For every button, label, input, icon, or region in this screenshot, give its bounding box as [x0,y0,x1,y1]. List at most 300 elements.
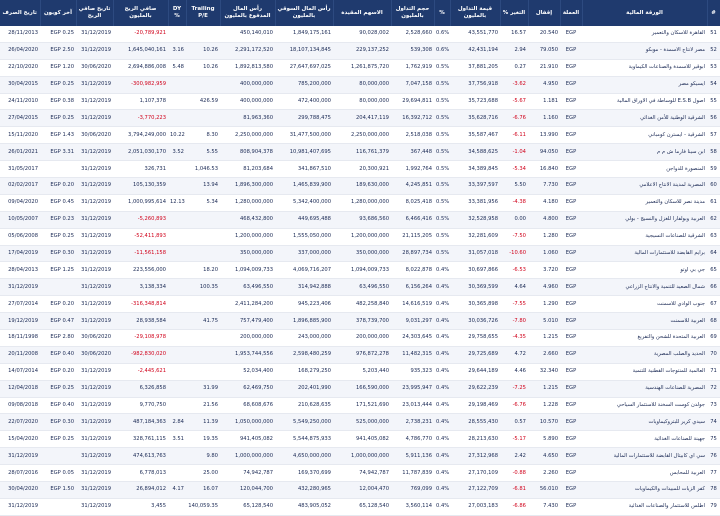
trade-value: 37,881,205 [450,59,500,76]
last-coupon: EGP 0.25 [40,380,76,397]
listed-shares: 204,417,119 [333,110,391,127]
trade-value: 31,057,018 [450,245,500,262]
table-row[interactable] [0,178,720,195]
trade-value: 30,369,599 [450,279,500,296]
market-cap: 243,000,000 [275,330,333,347]
close-price: 7.730 [528,178,560,195]
trade-value: 29,758,655 [450,330,500,347]
ex-date: 02/02/2017 [0,178,40,195]
security-name[interactable]: اطلس للاستثمار والصناعات الغذائية [582,498,707,515]
ex-date: 28/04/2013 [0,262,40,279]
market-cap: 1,555,050,000 [275,228,333,245]
trade-pct: 0.4% [434,346,450,363]
last-coupon: EGP 0.30 [40,245,76,262]
col-index-header[interactable]: # [707,0,720,26]
col-change-pct-header[interactable]: التغير % [500,0,528,26]
dividend-yield [168,448,186,465]
row-index: 76 [707,448,720,465]
trade-volume: 4,245,851 [391,178,434,195]
dividend-yield [168,93,186,110]
col-trade-value-header[interactable]: قيمة التداول بالمليون [450,0,500,26]
dividend-yield [168,76,186,93]
profit-date: 31/12/2019 [76,279,113,296]
paid-capital: 808,904,378 [220,144,275,161]
last-coupon [40,279,76,296]
table-row[interactable] [0,414,720,431]
trade-value: 30,697,866 [450,262,500,279]
table-row[interactable] [0,262,720,279]
listed-shares: 200,000,000 [333,330,391,347]
table-row[interactable] [0,498,720,515]
close-price: 1.290 [528,296,560,313]
paid-capital: 1,050,000,000 [220,414,275,431]
last-coupon: EGP 0.20 [40,363,76,380]
row-index: 69 [707,330,720,347]
trade-volume: 11,787,839 [391,465,434,482]
trade-pct: 0.4% [434,380,450,397]
change-pct: -6.86 [500,498,528,515]
pe-ratio: 31.99 [186,380,220,397]
ex-date: 09/08/2018 [0,397,40,414]
last-coupon: EGP 0.45 [40,194,76,211]
trade-pct: 0.5% [434,211,450,228]
col-listed-shares-header[interactable]: الاسهم المقيدة [333,0,391,26]
col-dy-header[interactable]: DY % [168,0,186,26]
close-price: 1.160 [528,110,560,127]
paid-capital: 62,469,750 [220,380,275,397]
listed-shares: 93,686,560 [333,211,391,228]
col-pct-header[interactable]: % [434,0,450,26]
security-name[interactable]: الشرقية - ايسترن كومباني [582,127,707,144]
trade-value: 28,555,430 [450,414,500,431]
change-pct: 2.42 [500,448,528,465]
row-index: 54 [707,76,720,93]
security-name[interactable]: ابن سينا فارما ش م م [582,144,707,161]
security-name[interactable]: جولدن كوست السخنة للاستثمار السياحي [582,397,707,414]
net-profit: -3,770,223 [113,110,168,127]
col-paid-capital-header[interactable]: رأس المال المدفوع بالمليون [220,0,275,26]
security-name[interactable]: سيدي كرير للبتروكيماويات [582,414,707,431]
net-profit: -2,445,621 [113,363,168,380]
paid-capital: 1,953,744,556 [220,346,275,363]
col-currency-header[interactable]: العملة [560,0,582,26]
trade-volume: 5,911,136 [391,448,434,465]
close-price: 32.340 [528,363,560,380]
security-name[interactable]: العربية للمحابس [582,465,707,482]
paid-capital: 350,000,000 [220,245,275,262]
market-cap: 483,905,052 [275,498,333,515]
paid-capital: 757,479,400 [220,313,275,330]
market-cap: 1,465,839,900 [275,178,333,195]
security-name[interactable]: شمال الصعيد للتنمية والانتاج الزراعي [582,279,707,296]
security-name[interactable]: العربية المتحدة للشحن والتفريغ [582,330,707,347]
currency: EGP [560,498,582,515]
security-name[interactable]: المصرية لمدينة الانتاج الاعلامي [582,178,707,195]
currency: EGP [560,93,582,110]
trade-pct: 0.4% [434,465,450,482]
profit-date: 31/12/2019 [76,414,113,431]
security-name[interactable]: العربية للاسمنت [582,313,707,330]
last-coupon: EGP 3.31 [40,144,76,161]
net-profit: 2,051,030,170 [113,144,168,161]
net-profit: 3,455 [113,498,168,515]
security-name[interactable]: جي بي اوتو [582,262,707,279]
dividend-yield [168,330,186,347]
ex-date: 31/12/2019 [0,498,40,515]
table-row[interactable] [0,363,720,380]
trade-pct: 0.5% [434,178,450,195]
ex-date: 05/06/2008 [0,228,40,245]
dividend-yield [168,161,186,178]
trade-volume: 1,992,764 [391,161,434,178]
security-name[interactable]: الشرقية للصناعات النسيجية [582,228,707,245]
currency: EGP [560,363,582,380]
market-cap: 168,279,250 [275,363,333,380]
currency: EGP [560,397,582,414]
close-price: 20.540 [528,26,560,42]
trade-value: 33,397,597 [450,178,500,195]
profit-date: 30/06/2020 [76,346,113,363]
last-coupon: EGP 0.20 [40,296,76,313]
last-coupon [40,448,76,465]
currency: EGP [560,414,582,431]
pe-ratio: 426.59 [186,93,220,110]
profit-date: 31/12/2019 [76,498,113,515]
paid-capital: 81,963,360 [220,110,275,127]
profit-date: 30/06/2020 [76,59,113,76]
row-index: 78 [707,482,720,499]
last-coupon: EGP 0.20 [40,178,76,195]
ex-date: 19/12/2019 [0,313,40,330]
currency: EGP [560,161,582,178]
dividend-yield: 3.51 [168,431,186,448]
paid-capital: 68,608,676 [220,397,275,414]
table-row[interactable] [0,245,720,262]
trade-volume: 367,448 [391,144,434,161]
listed-shares: 80,000,000 [333,76,391,93]
trade-value: 27,122,709 [450,482,500,499]
last-coupon: EGP 2.80 [40,330,76,347]
market-cap: 299,788,475 [275,110,333,127]
listed-shares: 20,300,921 [333,161,391,178]
table-row[interactable] [0,59,720,76]
trade-pct: 0.4% [434,296,450,313]
market-cap: 31,477,500,000 [275,127,333,144]
market-cap: 169,370,699 [275,465,333,482]
change-pct: -7.80 [500,313,528,330]
table-row[interactable] [0,296,720,313]
net-profit: -982,830,020 [113,346,168,363]
listed-shares: 2,250,000,000 [333,127,391,144]
change-pct: -4.35 [500,330,528,347]
ex-date: 27/04/2015 [0,110,40,127]
row-index: 72 [707,380,720,397]
market-cap: 314,942,888 [275,279,333,296]
dividend-yield [168,178,186,195]
trade-pct: 0.5% [434,76,450,93]
security-name[interactable]: المنصورة للدواجن [582,161,707,178]
row-index: 58 [707,144,720,161]
row-index: 55 [707,93,720,110]
security-name[interactable]: الشرقية الوطنية للأمن الغذائي [582,110,707,127]
net-profit: 3,794,249,000 [113,127,168,144]
table-row[interactable] [0,93,720,110]
row-index: 70 [707,346,720,363]
change-pct: -7.55 [500,296,528,313]
table-row[interactable] [0,279,720,296]
col-ex-date-header[interactable]: تاريخ الصرف [0,0,40,26]
last-coupon: EGP 0.30 [40,414,76,431]
security-name[interactable]: ابوقير للاسمدة والصناعات الكيماوية [582,59,707,76]
pe-ratio [186,363,220,380]
net-profit: 328,761,115 [113,431,168,448]
trade-volume: 6,156,264 [391,279,434,296]
trade-volume: 2,518,038 [391,127,434,144]
trade-volume: 1,762,919 [391,59,434,76]
row-index: 73 [707,397,720,414]
paid-capital: 2,291,172,520 [220,42,275,59]
table-row[interactable] [0,161,720,178]
table-row[interactable] [0,313,720,330]
market-cap: 202,401,990 [275,380,333,397]
table-row[interactable] [0,380,720,397]
trade-pct: 0.5% [434,127,450,144]
trade-value: 30,365,898 [450,296,500,313]
trade-pct: 0.6% [434,26,450,42]
close-price: 7.430 [528,498,560,515]
security-name[interactable]: سي اي كابيتال القابضة للاستثمارات المالية [582,448,707,465]
listed-shares: 1,200,000,000 [333,228,391,245]
table-row[interactable] [0,211,720,228]
pe-ratio: 18.20 [186,262,220,279]
change-pct: -0.88 [500,465,528,482]
currency: EGP [560,42,582,59]
net-profit: 3,138,334 [113,279,168,296]
net-profit: 9,770,750 [113,397,168,414]
profit-date: 31/12/2019 [76,211,113,228]
col-net-profit-header[interactable]: صافي الربح بالمليون [113,0,168,26]
row-index: 77 [707,465,720,482]
col-last-coupon-header[interactable]: آخر كوبون [40,0,76,26]
market-cap: 5,342,400,000 [275,194,333,211]
trade-pct: 0.5% [434,245,450,262]
currency: EGP [560,448,582,465]
listed-shares: 482,258,840 [333,296,391,313]
trade-volume: 8,022,878 [391,262,434,279]
pe-ratio: 41.75 [186,313,220,330]
row-index: 66 [707,279,720,296]
table-row[interactable] [0,431,720,448]
dividend-yield [168,228,186,245]
last-coupon: EGP 1.20 [40,59,76,76]
header-row [0,0,720,26]
trade-volume: 539,308 [391,42,434,59]
trade-pct: 0.6% [434,42,450,59]
table-row[interactable] [0,482,720,499]
paid-capital: 468,432,800 [220,211,275,228]
trade-pct: 0.4% [434,482,450,499]
market-cap: 5,549,250,000 [275,414,333,431]
market-cap: 449,695,488 [275,211,333,228]
dividend-yield: 2.84 [168,414,186,431]
listed-shares: 74,942,787 [333,465,391,482]
profit-date: 31/12/2019 [76,194,113,211]
listed-shares: 1,261,875,720 [333,59,391,76]
security-name[interactable]: برايم القابضة للاستثمارات المالية [582,245,707,262]
market-cap: 4,650,000,000 [275,448,333,465]
trade-value: 37,756,918 [450,76,500,93]
security-name[interactable]: ايسيكو مصر [582,76,707,93]
security-name[interactable]: المصرية للصناعات الهندسية [582,380,707,397]
currency: EGP [560,76,582,93]
market-cap: 945,223,406 [275,296,333,313]
security-name[interactable]: جهينة للصناعات الغذائية [582,431,707,448]
currency: EGP [560,482,582,499]
dividend-yield [168,397,186,414]
pe-ratio [186,330,220,347]
row-index: 57 [707,127,720,144]
ex-date: 12/04/2018 [0,380,40,397]
table-row[interactable] [0,76,720,93]
trade-value: 27,312,968 [450,448,500,465]
close-price: 5.890 [528,431,560,448]
paid-capital: 1,892,813,580 [220,59,275,76]
market-cap: 337,000,000 [275,245,333,262]
last-coupon: EGP 0.25 [40,431,76,448]
dividend-yield [168,262,186,279]
profit-date: 31/12/2019 [76,313,113,330]
table-row[interactable] [0,26,720,42]
security-name[interactable]: العالمية للمنتوجات القطنية للتنمية [582,363,707,380]
security-name[interactable]: القاهرة للاسكان والتعمير [582,26,707,42]
close-price: 1.181 [528,93,560,110]
table-row[interactable] [0,346,720,363]
paid-capital: 1,000,000,000 [220,448,275,465]
col-close-header[interactable]: إقفال [528,0,560,26]
table-row[interactable] [0,194,720,211]
trade-value: 32,281,609 [450,228,500,245]
dividend-yield: 3.52 [168,144,186,161]
col-profit-date-header[interactable]: تاريخ صافي الربح [76,0,113,26]
close-price: 1.215 [528,330,560,347]
profit-date: 31/12/2019 [76,228,113,245]
profit-date: 31/12/2019 [76,161,113,178]
change-pct: -6.11 [500,127,528,144]
col-market-cap-header[interactable]: رأس المال السوقي بالمليون [275,0,333,26]
close-price: 21.910 [528,59,560,76]
trade-pct: 0.4% [434,431,450,448]
security-name[interactable]: جنوب الوادي للاسمنت [582,296,707,313]
trade-volume: 4,786,770 [391,431,434,448]
last-coupon: EGP 0.38 [40,93,76,110]
change-pct: -5.17 [500,431,528,448]
table-row[interactable] [0,397,720,414]
trade-volume: 6,466,416 [391,211,434,228]
currency: EGP [560,330,582,347]
net-profit: -20,789,921 [113,26,168,42]
change-pct: -1.04 [500,144,528,161]
net-profit: 326,731 [113,161,168,178]
change-pct: -3.62 [500,76,528,93]
security-name[interactable]: العربية وبولفارا للغزل والنسيج - بولي [582,211,707,228]
table-row[interactable] [0,110,720,127]
row-index: 79 [707,498,720,515]
close-price: 94.050 [528,144,560,161]
ex-date: 28/07/2016 [0,465,40,482]
paid-capital: 2,411,284,200 [220,296,275,313]
table-row[interactable] [0,448,720,465]
security-name[interactable]: كفر الزيات للمبيدات والكيماويات [582,482,707,499]
close-price: 16.840 [528,161,560,178]
row-index: 63 [707,228,720,245]
row-index: 74 [707,414,720,431]
table-row[interactable] [0,228,720,245]
dividend-yield: 4.17 [168,482,186,499]
trade-volume: 3,560,114 [391,498,434,515]
table-row[interactable] [0,330,720,347]
trade-value: 29,622,239 [450,380,500,397]
col-pe-header[interactable]: Trailing P/E [186,0,220,26]
net-profit: 1,000,995,614 [113,194,168,211]
dividend-yield: 5.48 [168,59,186,76]
listed-shares: 189,630,000 [333,178,391,195]
listed-shares: 90,028,002 [333,26,391,42]
trade-volume: 24,303,645 [391,330,434,347]
market-cap: 210,628,635 [275,397,333,414]
table-row[interactable] [0,42,720,59]
trade-volume: 23,013,444 [391,397,434,414]
pe-ratio: 25.00 [186,465,220,482]
currency: EGP [560,313,582,330]
pe-ratio: 13.94 [186,178,220,195]
row-index: 60 [707,178,720,195]
profit-date: 31/12/2019 [76,380,113,397]
row-index: 53 [707,59,720,76]
row-index: 75 [707,431,720,448]
table-row[interactable] [0,144,720,161]
ex-date: 22/07/2020 [0,414,40,431]
profit-date: 31/12/2019 [76,26,113,42]
trade-volume: 935,323 [391,363,434,380]
dividend-yield [168,110,186,127]
security-name[interactable]: الحديد والصلب المصرية [582,346,707,363]
last-coupon [40,161,76,178]
security-name[interactable]: مدينة نصر للاسكان والتعمير [582,194,707,211]
last-coupon: EGP 0.25 [40,26,76,42]
listed-shares: 229,137,252 [333,42,391,59]
pe-ratio: 8.30 [186,127,220,144]
col-security-header[interactable]: الورقة المالية [582,0,707,26]
currency: EGP [560,26,582,42]
pe-ratio: 9.80 [186,448,220,465]
net-profit: 2,694,886,008 [113,59,168,76]
table-row[interactable] [0,127,720,144]
market-cap: 4,069,716,207 [275,262,333,279]
last-coupon: EGP 1.50 [40,482,76,499]
security-name[interactable]: اصول E.S.B للوساطة في الاوراق المالية [582,93,707,110]
currency: EGP [560,245,582,262]
trade-pct: 0.5% [434,228,450,245]
change-pct: 5.50 [500,178,528,195]
ex-date: 15/11/2020 [0,127,40,144]
col-trade-volume-header[interactable]: حجم التداول بالمليون [391,0,434,26]
change-pct: -6.76 [500,397,528,414]
close-price: 56.010 [528,482,560,499]
security-name[interactable]: مصر لانتاج الاسمدة - موبكو [582,42,707,59]
pe-ratio: 10.26 [186,59,220,76]
table-row[interactable] [0,465,720,482]
row-index: 56 [707,110,720,127]
